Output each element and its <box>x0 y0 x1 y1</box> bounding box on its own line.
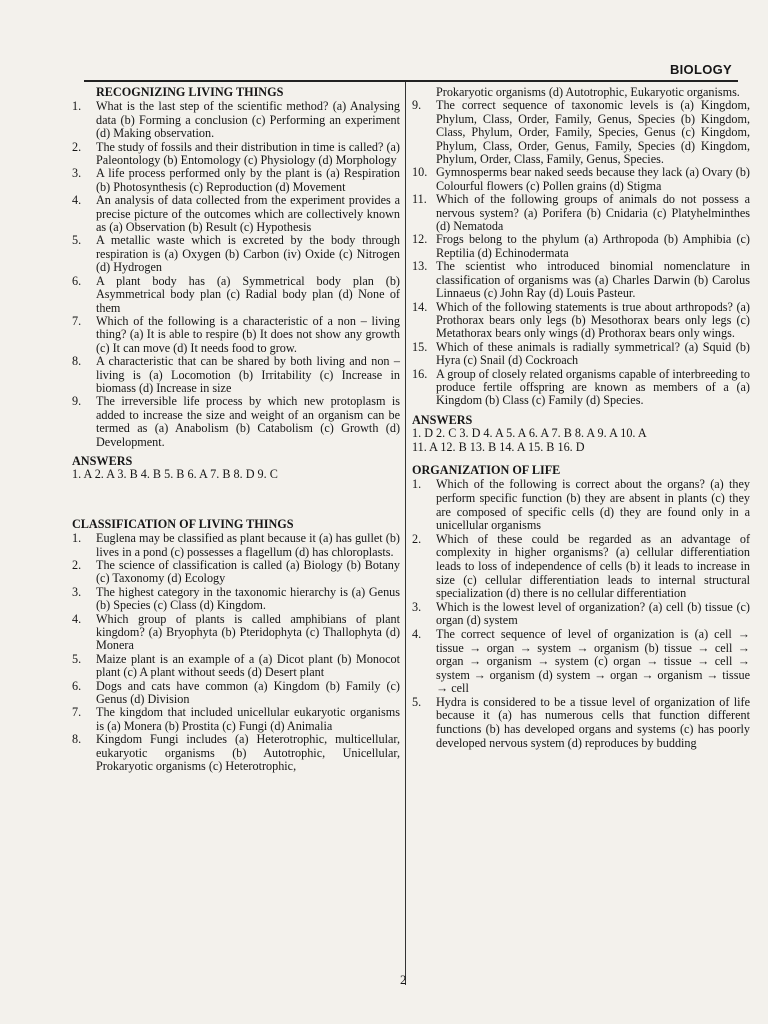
question-item <box>72 706 400 733</box>
question-text: Hydra is considered to be a tissue level of organization of life because it (a) has numerous cells that function different functions (b) has developed organs and systems (c) has poorly developed nervous system (d) reproduces by budding <box>436 694 750 750</box>
question-item <box>412 478 750 532</box>
answers-block <box>72 455 400 482</box>
section-title: ORGANIZATION OF LIFE <box>412 462 561 477</box>
question-text: A characteristic that can be shared by both living and non – living is (a) Locomotion (b) Irritability (c) Increase in biomass (d) Increase in size <box>96 354 400 395</box>
question-number: 1. <box>72 531 82 546</box>
question-text: A metallic waste which is excreted by the body through respiration is (a) Oxygen (b) Carbon (iv) Oxide (c) Nitrogen (d) Hydrogen <box>96 233 400 275</box>
question-number: 3. <box>412 599 422 614</box>
section-title: RECOGNIZING LIVING THINGS <box>96 85 284 99</box>
question-continuation: Prokaryotic organisms (d) Autotrophic, Eukaryotic organisms. <box>436 85 740 99</box>
left-column <box>72 86 400 784</box>
question-item <box>412 601 750 628</box>
question-number: 11. <box>412 192 427 207</box>
question-item <box>72 194 400 234</box>
question-text: Which group of plants is called amphibians of plant kingdom? (a) Bryophyta (b) Pteridophyta (c) Thallophyta (d) Monera <box>96 611 400 653</box>
question-text: Which of the following is a characteristic of a non – living thing? (a) It is able to respire (b) It does not show any growth (c) It can move (d) It needs food to grow. <box>96 313 400 355</box>
question-text: The kingdom that included unicellular eukaryotic organisms is (a) Monera (b) Prostita (c) Fungi (d) Animalia <box>96 705 400 733</box>
question-item <box>72 275 400 315</box>
question-item <box>412 233 750 260</box>
answers-title: ANSWERS <box>412 412 473 427</box>
question-number: 8. <box>72 354 82 369</box>
question-item <box>72 613 400 653</box>
column-divider <box>405 82 406 985</box>
question-item <box>72 234 400 274</box>
question-item <box>72 100 400 140</box>
question-item <box>412 260 750 300</box>
question-text: Which of these animals is radially symmetrical? (a) Squid (b) Hyra (c) Snail (d) Cockroach <box>436 339 750 368</box>
question-number: 4. <box>72 193 82 208</box>
question-item <box>412 193 750 233</box>
question-number: 7. <box>72 313 82 328</box>
question-text: The study of fossils and their distribution in time is called? (a) Paleontology (b) Entomology (c) Physiology (d) Morphology <box>96 139 400 168</box>
question-text: An analysis of data collected from the experiment provides a precise picture of the outcomes which are collectively known as (a) Observation (b) Result (c) Hypothesis <box>96 193 400 235</box>
question-item <box>72 532 400 559</box>
question-text: The irreversible life process by which new protoplasm is added to increase the size and weight of an organism can be termed as (a) Anabolism (b) Catabolism (c) Growth (d) Development. <box>96 394 400 449</box>
answers-key: 1. A 2. A 3. B 4. B 5. B 6. A 7. B 8. D 9. C <box>72 467 278 482</box>
question-number: 5. <box>412 694 422 709</box>
question-number: 5. <box>72 651 82 666</box>
question-number: 10. <box>412 165 428 180</box>
question-text: The science of classification is called (a) Biology (b) Botany (c) Taxonomy (d) Ecology <box>96 558 400 586</box>
question-text: A plant body has (a) Symmetrical body plan (b) Asymmetrical body plan (c) Radial body plan (d) None of them <box>96 273 400 315</box>
question-item <box>72 680 400 707</box>
question-item <box>72 167 400 194</box>
question-number: 4. <box>72 611 82 626</box>
question-item <box>412 301 750 341</box>
question-item <box>412 166 750 193</box>
question-item <box>72 733 400 773</box>
question-list <box>412 478 750 750</box>
question-text: Maize plant is an example of a (a) Dicot plant (b) Monocot plant (c) A plant without seeds (d) Desert plant <box>96 651 400 680</box>
question-item <box>412 628 750 696</box>
question-text: Dogs and cats have common (a) Kingdom (b) Family (c) Genus (d) Division <box>96 678 400 707</box>
question-text: Frogs belong to the phylum (a) Arthropoda (b) Amphibia (c) Reptilia (d) Echinodermata <box>436 232 750 260</box>
question-item <box>412 368 750 408</box>
question-text: Which of the following statements is true about arthropods? (a) Prothorax bears only legs (b) Mesothorax bears only legs (c) Metathorax bears only wings (d) Prothorax bears only wings. <box>436 299 750 341</box>
question-item <box>412 99 750 166</box>
question-number: 8. <box>72 732 82 747</box>
section-organization-of-life <box>412 464 750 750</box>
answers-title: ANSWERS <box>72 453 133 468</box>
question-text: A group of closely related organisms capable of interbreeding to produce fertile offspring are known as members of a (a) Kingdom (b) Class (c) Family (d) Species. <box>436 366 750 408</box>
question-item <box>72 141 400 168</box>
header-rule <box>84 80 738 82</box>
right-column <box>412 86 750 760</box>
question-item <box>72 653 400 680</box>
question-number: 2. <box>72 558 82 572</box>
question-list <box>412 99 750 407</box>
question-number: 16. <box>412 366 428 381</box>
question-text: Gymnosperms bear naked seeds because they lack (a) Ovary (b) Colourful flowers (c) Pollen grains (d) Stigma <box>436 165 750 193</box>
question-number: 4. <box>412 626 422 641</box>
question-text: Which of the following groups of animals do not possess a nervous system? (a) Porifera (b) Cnidaria (c) Platyhelminthes (d) Nematoda <box>436 192 750 234</box>
question-text: Which is the lowest level of organization? (a) cell (b) tissue (c) organ (d) system <box>436 599 750 628</box>
question-number: 5. <box>72 233 82 248</box>
question-number: 15. <box>412 339 428 354</box>
question-text: What is the last step of the scientific method? (a) Analysing data (b) Forming a conclusion (c) Performing an experiment (d) Making observation. <box>96 99 400 141</box>
section-classification-of-living-things <box>72 518 400 774</box>
answers-key-line-1: 1. D 2. C 3. D 4. A 5. A 6. A 7. B 8. A 9. A 10. A <box>412 426 647 441</box>
subject-header: BIOLOGY <box>669 62 732 77</box>
question-number: 2. <box>412 531 422 546</box>
question-number: 9. <box>412 98 422 113</box>
question-list <box>72 100 400 449</box>
question-text: Kingdom Fungi includes (a) Heterotrophic, multicellular, eukaryotic organisms (b) Autotrophic, Unicellular, Prokaryotic organisms (c) Heterotrophic, <box>96 732 400 774</box>
section-title: CLASSIFICATION OF LIVING THINGS <box>72 516 294 531</box>
question-number: 1. <box>412 477 422 492</box>
question-text: The correct sequence of level of organization is (a) cell → tissue → organ → system → organism (b) tissue → cell → organ → organism → system (c) organ → tissue → cell → system → organism (d) system → organ → organism → tissue → cell <box>436 626 750 696</box>
question-text: The correct sequence of taxonomic levels is (a) Kingdom, Phylum, Class, Order, Family, Genus, Species (b) Kingdom, Class, Phylum, Order, Family, Species, Genus (c) Kingdom, Phylum, Class, Order, Genus, Family, Species (d) Kingdom, Phylum, Order, Class, Family, Genus, Species. <box>436 98 750 167</box>
question-number: 2. <box>72 139 82 154</box>
question-number: 1. <box>72 99 82 114</box>
answers-key-line-2: 11. A 12. B 13. B 14. A 15. B 16. D <box>412 439 585 454</box>
question-item <box>72 355 400 395</box>
question-number: 7. <box>72 705 82 720</box>
question-text: Euglena may be classified as plant because it (a) has gullet (b) lives in a pond (c) possesses a flagellum (d) has chloroplasts. <box>96 531 400 559</box>
question-item <box>412 696 750 750</box>
question-list <box>72 532 400 773</box>
question-item <box>72 315 400 355</box>
question-item <box>72 586 400 613</box>
answers-block <box>412 414 750 454</box>
question-number: 13. <box>412 259 428 274</box>
question-item <box>412 341 750 368</box>
question-number: 14. <box>412 299 428 314</box>
question-item <box>72 559 400 586</box>
question-text: Which of the following is correct about the organs? (a) they perform specific function (b) they are absent in plants (c) they are composed of specific cells (d) they are found only in a unicellular organisms <box>436 477 750 533</box>
question-text: The scientist who introduced binomial nomenclature in classification of organisms was (a) Charles Darwin (b) Carolus Linnaeus (c) John Ray (d) Louis Pasteur. <box>436 259 750 301</box>
question-text: The highest category in the taxonomic hierarchy is (a) Genus (b) Species (c) Class (d) Kingdom. <box>96 584 400 613</box>
question-number: 6. <box>72 678 82 693</box>
question-number: 3. <box>72 584 82 599</box>
question-item <box>412 533 750 601</box>
question-text: Which of these could be regarded as an advantage of complexity in higher organisms? (a) cellular differentiation leads to loss of independence of cells (b) it leads to increase in size (c) cellular differentiation leads to internal structural specialization (d) there is no cellular differentiation <box>436 531 750 601</box>
page-number: 2 <box>400 972 407 987</box>
question-number: 6. <box>72 273 82 288</box>
question-number: 9. <box>72 394 82 409</box>
question-number: 12. <box>412 232 428 247</box>
question-item <box>72 395 400 449</box>
question-number: 3. <box>72 166 82 181</box>
section-recognizing-living-things <box>72 86 400 482</box>
question-text: A life process performed only by the plant is (a) Respiration (b) Photosynthesis (c) Reproduction (d) Movement <box>96 166 400 194</box>
